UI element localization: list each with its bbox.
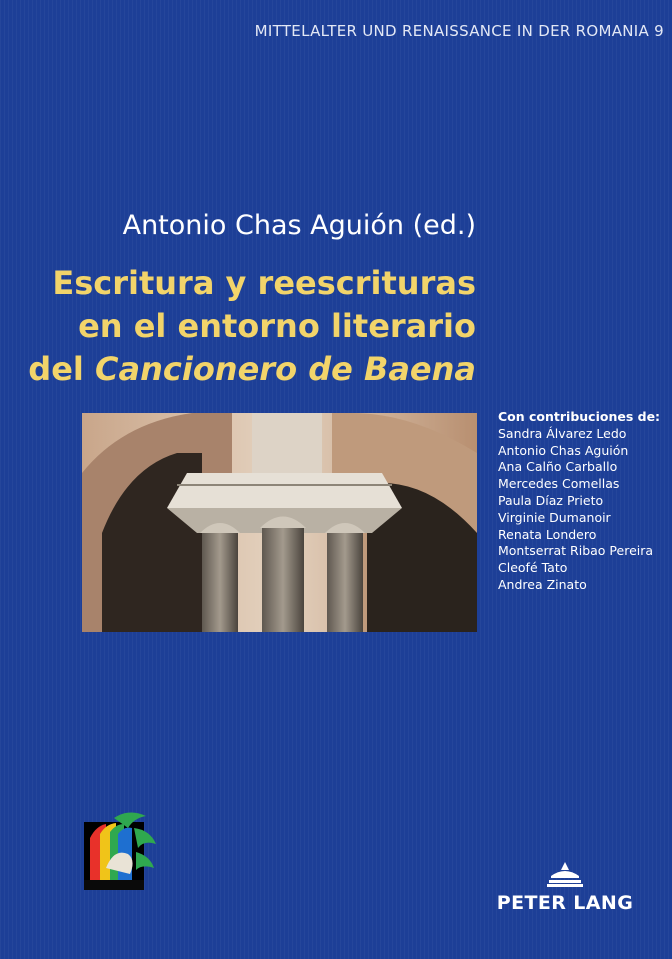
contributor-name: Montserrat Ribao Pereira [498, 543, 654, 559]
cover-photo-column-capital [82, 413, 477, 632]
book-title [28, 262, 476, 391]
title-line-1: Escritura y reescrituras [52, 264, 476, 302]
contributor-name: Renata Londero [498, 526, 597, 542]
title-line-3-italic: Cancionero de Baena [95, 350, 476, 388]
contributors-heading: Con contribuciones de: [498, 409, 661, 424]
contributors-list [498, 426, 660, 594]
contributor-name: Paula Díaz Prieto [498, 492, 604, 508]
contributor-name: Andrea Zinato [498, 576, 587, 592]
column-capital-illustration [82, 413, 477, 632]
mira-logo-icon [84, 808, 158, 890]
title-line-2: en el entorno literario [78, 307, 476, 345]
peter-lang-logo-icon [545, 862, 585, 888]
contributor-name: Mercedes Comellas [498, 476, 620, 492]
contributor-name: Virginie Dumanoir [498, 509, 611, 525]
title-line-3 [28, 348, 476, 391]
publisher-block [490, 862, 640, 914]
series-title: MITTELALTER UND RENAISSANCE IN DER ROMANIA 9 [254, 22, 664, 40]
contributor-name: Antonio Chas Aguión [498, 442, 629, 458]
contributor-name: Ana Calño Carballo [498, 459, 618, 475]
title-line-3-prefix: del [28, 350, 84, 388]
contributors-block [498, 409, 660, 594]
mira-network-logo [84, 808, 158, 890]
contributor-name: Sandra Álvarez Ledo [498, 425, 627, 441]
contributor-name: Cleofé Tato [498, 560, 568, 576]
publisher-name: PETER LANG [496, 892, 634, 914]
editor-name: Antonio Chas Aguión (ed.) [122, 210, 476, 241]
